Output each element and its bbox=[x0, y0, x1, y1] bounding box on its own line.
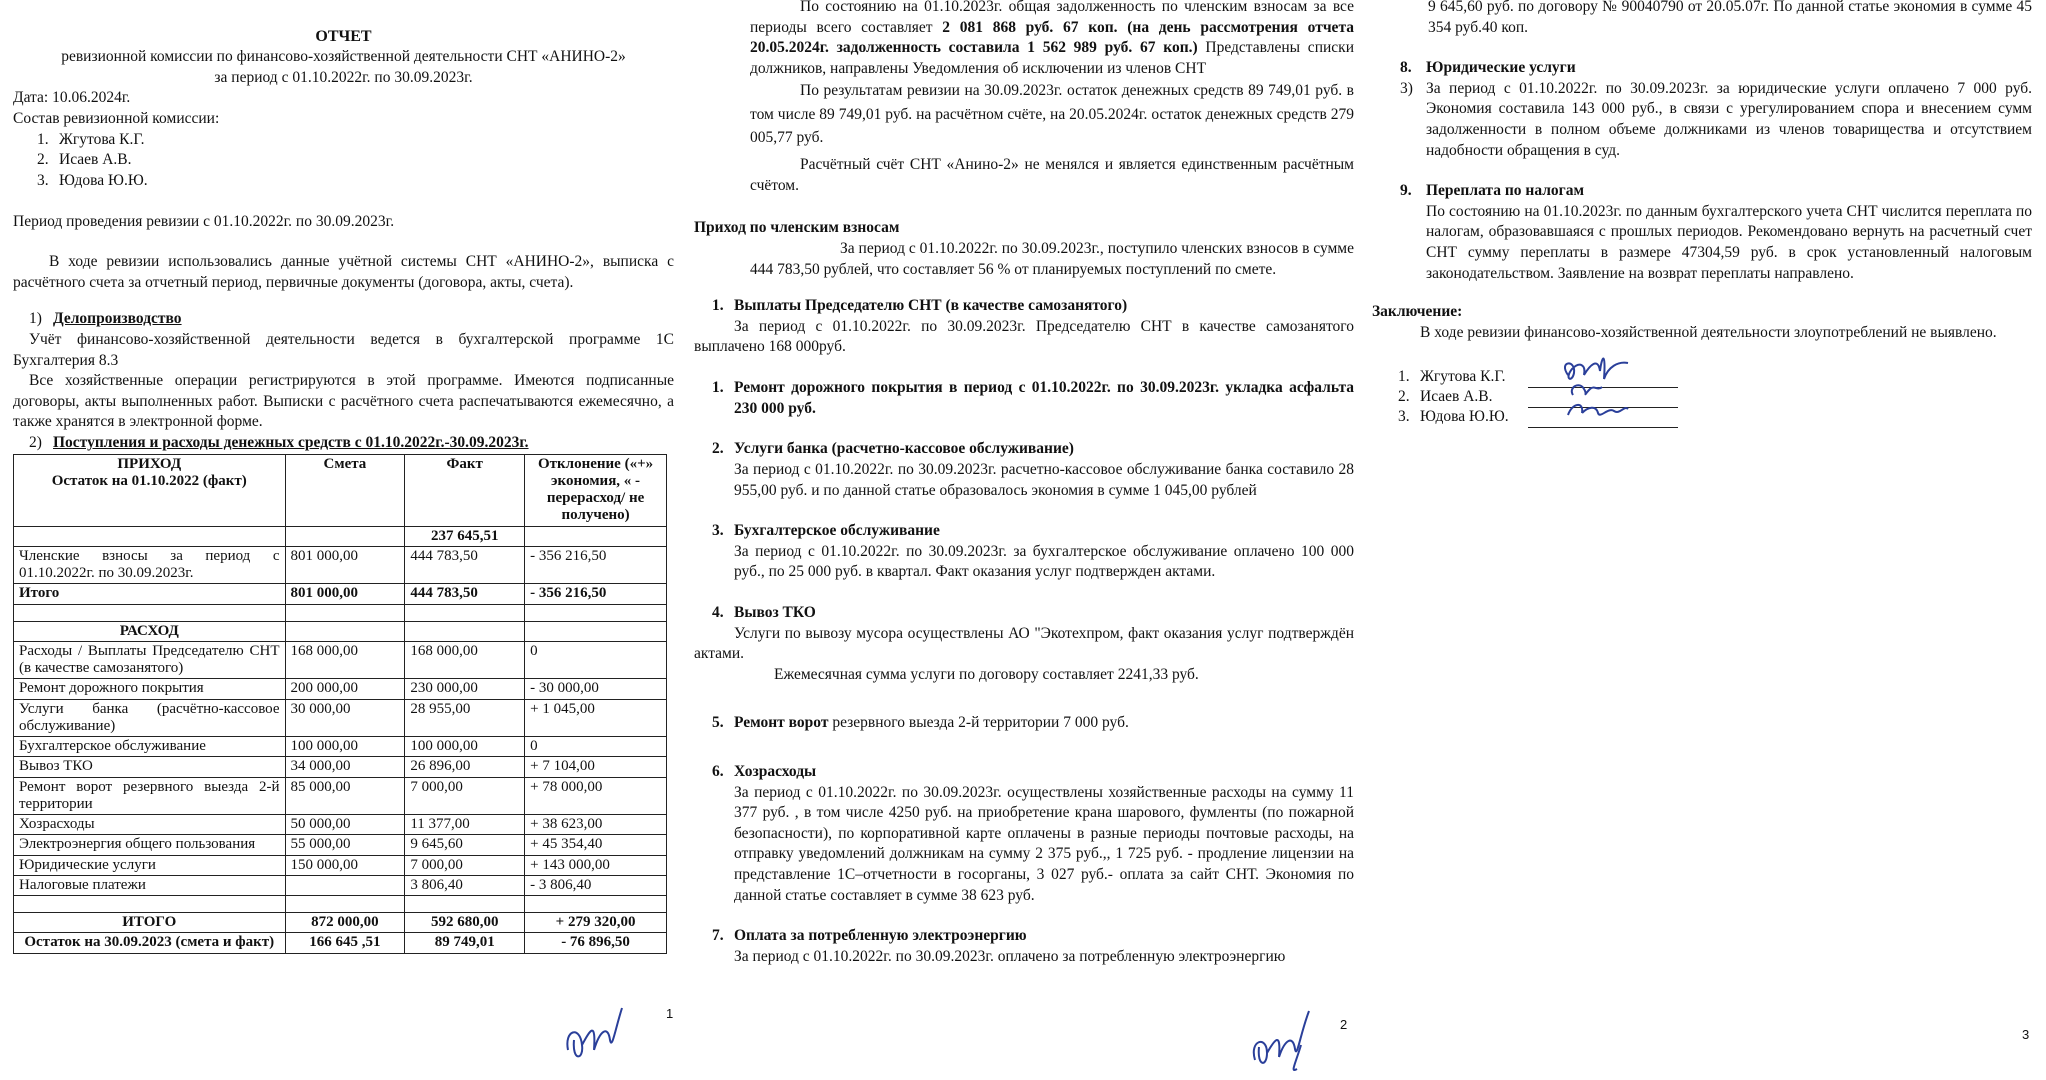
spacer-row bbox=[14, 604, 667, 621]
report-date: Дата: 10.06.2024г. bbox=[13, 89, 131, 107]
cell-fact: 592 680,00 bbox=[405, 913, 525, 933]
cell-dev: + 143 000,00 bbox=[525, 855, 667, 875]
cell-empty bbox=[525, 604, 667, 621]
debt-text-a: По состоянию на 01.10.2023г. общая задолженность по членским взносам за все периоды всего составляет bbox=[750, 0, 1354, 36]
page-number-3: 3 bbox=[2022, 1027, 2030, 1042]
expense-item-title-wrap bbox=[734, 603, 816, 624]
cell-name: Бухгалтерское обслуживание bbox=[14, 737, 286, 757]
expense-item-title: Ремонт дорожного покрытия в период с 01.10.2022г. по 30.09.2023г. укладка асфальта 230 000 руб. bbox=[734, 379, 1354, 417]
expense-item bbox=[694, 713, 1354, 734]
committee-member bbox=[37, 130, 674, 151]
expense-row bbox=[14, 777, 667, 815]
expense-item-number: 7. bbox=[712, 927, 724, 945]
cell-fact: 7 000,00 bbox=[405, 855, 525, 875]
intro-paragraph: В ходе ревизии использовались данные учётной системы СНТ «АНИНО-2», выписка с расчётного счета за отчетный период, первичные документы (договора, акты, счета). bbox=[13, 253, 674, 291]
expense-item-heading bbox=[694, 926, 1354, 947]
expense-row bbox=[14, 699, 667, 737]
section-1-p2: Все хозяйственные операции регистрируются в этой программе. Имеются подписанные договоры, акты выполненных работ. Выписки с расчётного счета распечатываются ежемесячно, а также хранятся в электронной форме. bbox=[13, 372, 674, 431]
balance-paragraph: По результатам ревизии на 30.09.2023г. остаток денежных средств 89 749,01 руб. в том числе 89 749,01 руб. на расчётном счёте, на 20.05.2024г. остаток денежных средств 279 005,77 руб. bbox=[750, 82, 1354, 146]
committee-member-number: 2. bbox=[37, 151, 49, 169]
expense-item-heading bbox=[694, 713, 1354, 734]
expense-item-text: За период с 01.10.2022г. по 30.09.2023г. осуществлены хозяйственные расходы на сумму 11 377 руб. , в том числе 4250 руб. на приобретение крана шарового, фумленты (по пожарной безопасности), по корпоративной карте оплачены в разные периоды почтовые расходы, на отправку уведомлений должникам на сумму 2 375 руб.,, 1 725 руб. - продление лицензии на представление 1С–отчетности в госорганы, 3 027 руб.- оплата за сайт СНТ. Экономия по данной статье составляет в сумме 38 623 руб. bbox=[734, 783, 1354, 904]
cell-plan: 55 000,00 bbox=[285, 835, 405, 855]
cell-dev: - 356 216,50 bbox=[525, 546, 667, 584]
signer-number: 3. bbox=[1398, 407, 1410, 425]
expense-item-heading bbox=[694, 762, 1354, 783]
signers-list bbox=[1372, 368, 2032, 428]
expense-item bbox=[694, 521, 1354, 583]
cell-dev: - 76 896,50 bbox=[525, 933, 667, 953]
expense-item-number: 5. bbox=[712, 714, 724, 732]
expense-item-heading bbox=[694, 296, 1354, 317]
cell-dev: + 38 623,00 bbox=[525, 815, 667, 835]
section-8-heading bbox=[1372, 58, 2032, 79]
expense-item bbox=[694, 378, 1354, 419]
expense-item-title-rest: резервного выезда 2-й территории 7 000 руб. bbox=[828, 714, 1129, 732]
expense-item-number: 6. bbox=[712, 762, 724, 780]
cell-fact: 3 806,40 bbox=[405, 875, 525, 895]
header-deviation: Отклонение («+» экономия, « - перерасход/ не получено) bbox=[525, 454, 667, 526]
section-1-title: Делопроизводство bbox=[53, 310, 182, 328]
expense-row bbox=[14, 679, 667, 699]
cell-plan: 801 000,00 bbox=[285, 546, 405, 584]
opening-balance-fact: 237 645,51 bbox=[405, 526, 525, 546]
cell-plan: 100 000,00 bbox=[285, 737, 405, 757]
expense-item-number: 4. bbox=[712, 603, 724, 621]
cell-empty bbox=[285, 896, 405, 913]
cell-fact: 26 896,00 bbox=[405, 757, 525, 777]
section-9-heading bbox=[1372, 181, 2032, 202]
signer-number: 1. bbox=[1398, 367, 1410, 385]
cell-fact: 11 377,00 bbox=[405, 815, 525, 835]
page-1 bbox=[0, 0, 690, 1080]
cell-name: Ремонт дорожного покрытия bbox=[14, 679, 286, 699]
cell-plan: 166 645 ,51 bbox=[285, 933, 405, 953]
committee-member-name: Юдова Ю.Ю. bbox=[59, 171, 148, 189]
section-2-number: 2) bbox=[29, 434, 42, 452]
cell-name: ИТОГО bbox=[14, 913, 286, 933]
expense-items bbox=[694, 296, 1354, 967]
expense-item-title-wrap bbox=[734, 378, 1354, 419]
section-8-number: 8. bbox=[1400, 59, 1412, 77]
conclusion-title: Заключение: bbox=[1372, 303, 1463, 321]
expense-item-title-wrap bbox=[734, 762, 816, 783]
cell-dev: + 279 320,00 bbox=[525, 913, 667, 933]
expense-item-text: Услуги по вывозу мусора осуществлены АО "Экотехпром, факт оказания услуг подтверждён актами. bbox=[694, 624, 1354, 663]
cell-name: Электроэнергия общего пользования bbox=[14, 835, 286, 855]
header-fact: Факт bbox=[405, 454, 525, 526]
expense-row bbox=[14, 757, 667, 777]
expense-row bbox=[14, 815, 667, 835]
page-number-1: 1 bbox=[666, 1006, 674, 1021]
expense-item-number: 1. bbox=[712, 297, 724, 315]
cell-dev: + 7 104,00 bbox=[525, 757, 667, 777]
cell-empty bbox=[285, 604, 405, 621]
cell-empty bbox=[14, 604, 286, 621]
finance-table bbox=[13, 454, 667, 954]
expense-row bbox=[14, 737, 667, 757]
cell-fact: 444 783,50 bbox=[405, 584, 525, 604]
cell-fact: 28 955,00 bbox=[405, 699, 525, 737]
cell-name: Итого bbox=[14, 584, 286, 604]
cell-name: Юридические услуги bbox=[14, 855, 286, 875]
income-row bbox=[14, 546, 667, 584]
closing-balance-row bbox=[14, 933, 667, 953]
cell-plan bbox=[285, 875, 405, 895]
expense-row bbox=[14, 855, 667, 875]
cell-empty bbox=[14, 526, 286, 546]
section-2-title: Поступления и расходы денежных средств с 01.10.2022г.-30.09.2023г. bbox=[53, 434, 529, 452]
debt-text-bold: 2 081 868 руб. 67 коп. (на день рассмотрения отчета 20.05.2024г. задолженность составила 1 562 989 руб. 67 коп.) bbox=[750, 18, 1354, 57]
cell-plan: 30 000,00 bbox=[285, 699, 405, 737]
expense-row bbox=[14, 835, 667, 855]
initials-signature-1 bbox=[560, 1000, 640, 1070]
expense-item-title: Вывоз ТКО bbox=[734, 603, 816, 621]
expense-item-title-wrap bbox=[734, 439, 1074, 460]
expense-row bbox=[14, 641, 667, 679]
cell-fact: 230 000,00 bbox=[405, 679, 525, 699]
header-expense: РАСХОД bbox=[14, 621, 286, 641]
cell-name: Расходы / Выплаты Председателю СНТ (в качестве самозанятого) bbox=[14, 641, 286, 679]
expense-item-title-wrap bbox=[734, 296, 1127, 317]
expense-item-heading bbox=[694, 378, 1354, 419]
expense-item-title-wrap bbox=[734, 926, 1027, 947]
cell-name: Услуги банка (расчётно-кассовое обслуживание) bbox=[14, 699, 286, 737]
signer-row bbox=[1398, 368, 2032, 388]
electricity-continuation: 9 645,60 руб. по договору № 90040790 от 20.05.07г. По данной статье экономия в сумме 45 354 руб.40 коп. bbox=[1428, 0, 2032, 36]
expense-item-text: За период с 01.10.2022г. по 30.09.2023г. за бухгалтерское обслуживание оплачено 100 000 руб., по 25 000 руб. в квартал. Факт оказания услуг подтвержден актами. bbox=[734, 542, 1354, 581]
income-total-row bbox=[14, 584, 667, 604]
committee-label: Состав ревизионной комиссии: bbox=[13, 110, 220, 128]
cell-empty bbox=[405, 896, 525, 913]
expense-item bbox=[694, 296, 1354, 358]
cell-dev: - 30 000,00 bbox=[525, 679, 667, 699]
income-paragraph: За период с 01.10.2022г. по 30.09.2023г., поступило членских взносов в сумме 444 783,50 рублей, что составляет 56 % от планируемых поступлений по смете. bbox=[750, 240, 1354, 278]
account-paragraph: Расчётный счёт СНТ «Анино-2» не менялся и является единственным расчётным счётом. bbox=[750, 156, 1354, 194]
expense-item-heading bbox=[694, 521, 1354, 542]
cell-plan: 50 000,00 bbox=[285, 815, 405, 835]
cell-dev: 0 bbox=[525, 737, 667, 757]
handwritten-signature bbox=[1528, 397, 1678, 427]
section-1-heading bbox=[13, 309, 674, 330]
section-9-text: По состоянию на 01.10.2023г. по данным бухгалтерского учета СНТ числится переплата по налогам, образовавшаяся с прошлых периодов. Рекомендовано вернуть на расчетный счет СНТ сумму переплаты в размере 47304,59 руб. в срок установленный налоговым законодательством. Заявление на возврат переплаты направлено. bbox=[1426, 202, 2032, 282]
expense-item-text: За период с 01.10.2022г. по 30.09.2023г. оплачено за потребленную электроэнергию bbox=[734, 947, 1286, 965]
cell-plan: 872 000,00 bbox=[285, 913, 405, 933]
expense-item-title: Услуги банка (расчетно-кассовое обслуживание) bbox=[734, 440, 1074, 458]
signer-name: Жгутова К.Г. bbox=[1420, 367, 1506, 385]
debt-text-c: Представлены списки должников, направлены Уведомления об исключении из членов СНТ bbox=[750, 39, 1354, 77]
expense-item-title-wrap bbox=[734, 521, 940, 542]
cell-empty bbox=[525, 526, 667, 546]
expense-item-heading bbox=[694, 603, 1354, 624]
expense-item-title: Бухгалтерское обслуживание bbox=[734, 522, 940, 540]
report-subtitle-1: ревизионной комиссии по финансово-хозяйственной деятельности СНТ «АНИНО-2» bbox=[61, 48, 626, 66]
cell-dev: + 78 000,00 bbox=[525, 777, 667, 815]
cell-empty bbox=[525, 621, 667, 641]
committee-member-name: Исаев А.В. bbox=[59, 151, 132, 169]
audit-period: Период проведения ревизии с 01.10.2022г. по 30.09.2023г. bbox=[13, 212, 395, 230]
debt-paragraph bbox=[694, 0, 1354, 79]
cell-empty bbox=[14, 896, 286, 913]
cell-empty bbox=[285, 621, 405, 641]
header-plan: Смета bbox=[285, 454, 405, 526]
section-8-title: Юридические услуги bbox=[1426, 59, 1576, 77]
section-2-heading bbox=[13, 433, 674, 454]
signer-row bbox=[1398, 388, 2032, 408]
cell-dev: 0 bbox=[525, 641, 667, 679]
cell-dev: - 3 806,40 bbox=[525, 875, 667, 895]
cell-plan: 34 000,00 bbox=[285, 757, 405, 777]
expense-item-title: Оплата за потребленную электроэнергию bbox=[734, 927, 1027, 945]
cell-fact: 89 749,01 bbox=[405, 933, 525, 953]
section-8-body bbox=[1372, 79, 2032, 161]
committee-member-name: Жгутова К.Г. bbox=[59, 130, 145, 148]
cell-empty bbox=[405, 604, 525, 621]
cell-plan: 168 000,00 bbox=[285, 641, 405, 679]
expense-item-title: Хозрасходы bbox=[734, 762, 817, 780]
committee-member bbox=[37, 150, 674, 171]
cell-empty bbox=[405, 621, 525, 641]
cell-name: Налоговые платежи bbox=[14, 875, 286, 895]
cell-name: Членские взносы за период с 01.10.2022г. по 30.09.2023г. bbox=[14, 546, 286, 584]
income-title: Приход по членским взносам bbox=[694, 219, 900, 237]
cell-name: Остаток на 30.09.2023 (смета и факт) bbox=[14, 933, 286, 953]
expense-total-row bbox=[14, 913, 667, 933]
signer-row bbox=[1398, 408, 2032, 428]
expense-item-text: За период с 01.10.2022г. по 30.09.2023г. Председателю СНТ в качестве самозанятого выплачено 168 000руб. bbox=[694, 317, 1354, 356]
signer-name: Исаев А.В. bbox=[1420, 387, 1493, 405]
signature-line bbox=[1528, 411, 1678, 428]
table-header-row bbox=[14, 454, 667, 526]
section-9-number: 9. bbox=[1400, 182, 1412, 200]
expense-row bbox=[14, 875, 667, 895]
committee-member bbox=[37, 171, 674, 192]
conclusion-text: В ходе ревизии финансово-хозяйственной деятельности злоупотреблений не выявлено. bbox=[1420, 323, 1997, 341]
cell-name: Вывоз ТКО bbox=[14, 757, 286, 777]
expense-item bbox=[694, 926, 1354, 967]
committee-list bbox=[13, 130, 674, 192]
expense-item-heading bbox=[694, 439, 1354, 460]
cell-plan: 85 000,00 bbox=[285, 777, 405, 815]
expense-item-title: Ремонт ворот bbox=[734, 714, 829, 732]
section-8-sub-number: 3) bbox=[1400, 79, 1413, 97]
section-8-text: За период с 01.10.2022г. по 30.09.2023г. за юридические услуги оплачено 7 000 руб. Экономия составила 143 000 руб., в связи с урегулированием спора и внесением сумм задолженности в полном объеме должниками из членов товарищества и отсутствием надобности обращения в суд. bbox=[1426, 79, 2032, 159]
section-9-title: Переплата по налогам bbox=[1426, 182, 1585, 200]
expense-item-title-wrap bbox=[734, 713, 1129, 734]
header-income bbox=[14, 454, 286, 526]
signer-number: 2. bbox=[1398, 387, 1410, 405]
cell-empty bbox=[285, 526, 405, 546]
expense-item-text-2: Ежемесячная сумма услуги по договору составляет 2241,33 руб. bbox=[774, 665, 1199, 683]
page-2 bbox=[690, 0, 1370, 1080]
expense-item-number: 3. bbox=[712, 522, 724, 540]
cell-fact: 100 000,00 bbox=[405, 737, 525, 757]
cell-dev: + 45 354,40 bbox=[525, 835, 667, 855]
committee-member-number: 1. bbox=[37, 130, 49, 148]
cell-plan: 150 000,00 bbox=[285, 855, 405, 875]
report-subtitle-2: за период с 01.10.2022г. по 30.09.2023г. bbox=[214, 68, 473, 86]
page-number-2: 2 bbox=[1340, 1017, 1348, 1032]
cell-fact: 444 783,50 bbox=[405, 546, 525, 584]
expense-item-title: Выплаты Председателю СНТ (в качестве самозанятого) bbox=[734, 297, 1128, 315]
cell-empty bbox=[525, 896, 667, 913]
opening-balance-row bbox=[14, 526, 667, 546]
report-title: ОТЧЕТ bbox=[315, 28, 372, 45]
committee-member-number: 3. bbox=[37, 171, 49, 189]
expense-item bbox=[694, 603, 1354, 685]
cell-name: Хозрасходы bbox=[14, 815, 286, 835]
header-opening-balance: Остаток на 01.10.2022 (факт) bbox=[51, 472, 247, 489]
header-income-label: ПРИХОД bbox=[117, 455, 182, 472]
cell-name: Ремонт ворот резервного выезда 2-й территории bbox=[14, 777, 286, 815]
cell-plan: 801 000,00 bbox=[285, 584, 405, 604]
cell-plan: 200 000,00 bbox=[285, 679, 405, 699]
expense-header-row bbox=[14, 621, 667, 641]
section-1-number: 1) bbox=[29, 310, 42, 328]
cell-fact: 7 000,00 bbox=[405, 777, 525, 815]
cell-fact: 9 645,60 bbox=[405, 835, 525, 855]
page-3 bbox=[1370, 0, 2046, 1080]
expense-item bbox=[694, 439, 1354, 501]
expense-item-number: 2. bbox=[712, 440, 724, 458]
cell-dev: + 1 045,00 bbox=[525, 699, 667, 737]
section-1-p1: Учёт финансово-хозяйственной деятельности ведется в бухгалтерской программе 1С Бухгалтерия 8.3 bbox=[13, 330, 674, 369]
spacer-row bbox=[14, 896, 667, 913]
expense-item-text: За период с 01.10.2022г. по 30.09.2023г. расчетно-кассовое обслуживание банка составило 28 955,00 руб. и по данной статье образовалось экономия в сумме 1 045,00 рублей bbox=[734, 460, 1354, 499]
cell-fact: 168 000,00 bbox=[405, 641, 525, 679]
signer-name: Юдова Ю.Ю. bbox=[1420, 407, 1509, 425]
expense-item-number: 1. bbox=[712, 379, 724, 397]
expense-item bbox=[694, 762, 1354, 906]
cell-dev: - 356 216,50 bbox=[525, 584, 667, 604]
initials-signature-2 bbox=[1245, 1005, 1325, 1075]
